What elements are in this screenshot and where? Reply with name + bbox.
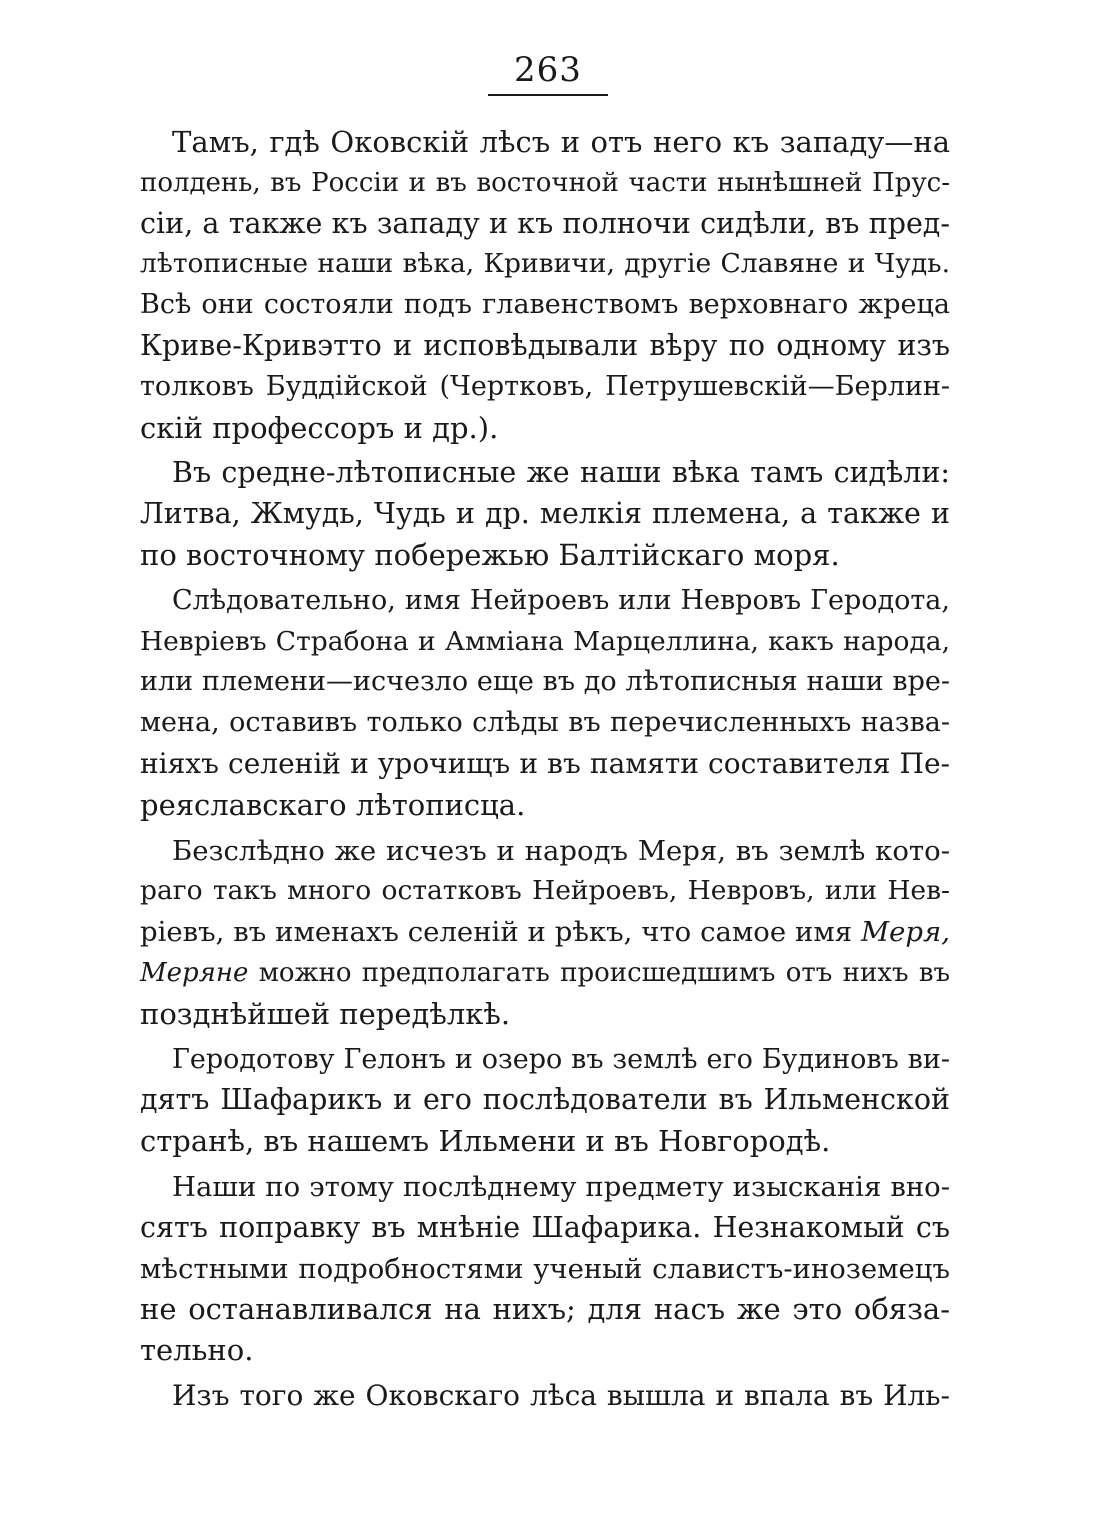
page-number-rule <box>488 94 608 96</box>
text-line: реяславскаго лѣтописца. <box>140 787 526 822</box>
text-line: мена, оставивъ только слѣды въ перечисленныхъ назва- <box>140 707 950 739</box>
text-line: сіи, а также къ западу и къ полночи сидѣли, въ пред- <box>140 206 950 240</box>
text-line: Изъ того же Оковскаго лѣса вышла и впала въ Иль- <box>172 1378 950 1412</box>
text-line: Геродотову Гелонъ и озеро въ землѣ его Будиновъ ви- <box>172 1043 950 1075</box>
text-line: полдень, въ Россіи и въ восточной части нынѣшней Прус- <box>140 167 950 198</box>
text-line: или племени—исчезло еще въ до лѣтописныя наши вре- <box>140 666 950 698</box>
text-line: толковъ Буддійской (Чертковъ, Петрушевскій—Берлин- <box>140 370 950 402</box>
page-number: 263 <box>514 50 582 90</box>
paragraph-3 <box>140 581 950 826</box>
paragraph-4 <box>140 831 950 1035</box>
text-run: можно предполагать происшедшимъ отъ нихъ въ <box>248 957 950 988</box>
text-line: лѣтописные наши вѣка, Кривичи, другіе Славяне и Чудь. <box>140 248 950 280</box>
text-line: Всѣ они состояли подъ главенствомъ верховнаго жреца <box>140 289 950 321</box>
paragraph-5 <box>140 1040 950 1162</box>
text-line: Тамъ, гдѣ Оковскій лѣсъ и отъ него къ западу—на <box>172 125 950 159</box>
text-line: тельно. <box>140 1333 254 1368</box>
body-text <box>140 122 950 1417</box>
italic-term-merya: Меря, <box>861 916 950 949</box>
text-line: не останавливался на нихъ; для насъ же это обяза- <box>140 1292 950 1327</box>
paragraph-2 <box>140 453 950 575</box>
text-line: Литва, Жмудь, Чудь и др. мелкія племена, а также и <box>140 497 950 531</box>
text-line <box>140 953 950 994</box>
text-line: Безслѣдно же исчезъ и народъ Меря, въ землѣ кото- <box>172 834 950 867</box>
text-line: по восточному побережью Балтійскаго моря. <box>140 537 840 572</box>
paragraph-6 <box>140 1167 950 1371</box>
text-line: позднѣйшей передѣлкѣ. <box>140 996 511 1031</box>
text-line <box>140 912 950 953</box>
text-line: раго такъ много остатковъ Нейроевъ, Невровъ, или Нев- <box>140 875 950 907</box>
text-line: Въ средне-лѣтописные же наши вѣка тамъ сидѣли: <box>172 456 950 490</box>
text-line: странѣ, въ нашемъ Ильмени и въ Новгородѣ. <box>140 1124 831 1159</box>
text-line: мѣстными подробностями ученый славистъ-иноземецъ <box>140 1252 950 1285</box>
text-line: сятъ поправку въ мнѣніе Шафарика. Незнакомый съ <box>140 1210 950 1244</box>
text-run: ріевъ, въ именахъ селеній и рѣкъ, что самое имя <box>140 916 861 949</box>
text-line: Невріевъ Страбона и Амміана Марцеллина, какъ народа, <box>140 625 950 657</box>
text-line: дятъ Шафарикъ и его послѣдователи въ Ильменской <box>140 1083 950 1117</box>
text-line: Наши по этому послѣднему предмету изысканія вно- <box>172 1170 950 1203</box>
text-line: ніяхъ селеній и урочищъ и въ памяти составителя Пе- <box>140 746 950 780</box>
italic-term-meryane: Меряне <box>140 957 249 988</box>
text-line: Слѣдовательно, имя Нейроевъ или Невровъ Геродота, <box>172 584 950 616</box>
paragraph-7 <box>140 1376 950 1417</box>
text-line: Криве-Кривэтто и исповѣдывали вѣру по одному изъ <box>140 328 950 362</box>
text-line: скій профессоръ и др.). <box>140 410 499 445</box>
paragraph-1 <box>140 122 950 448</box>
